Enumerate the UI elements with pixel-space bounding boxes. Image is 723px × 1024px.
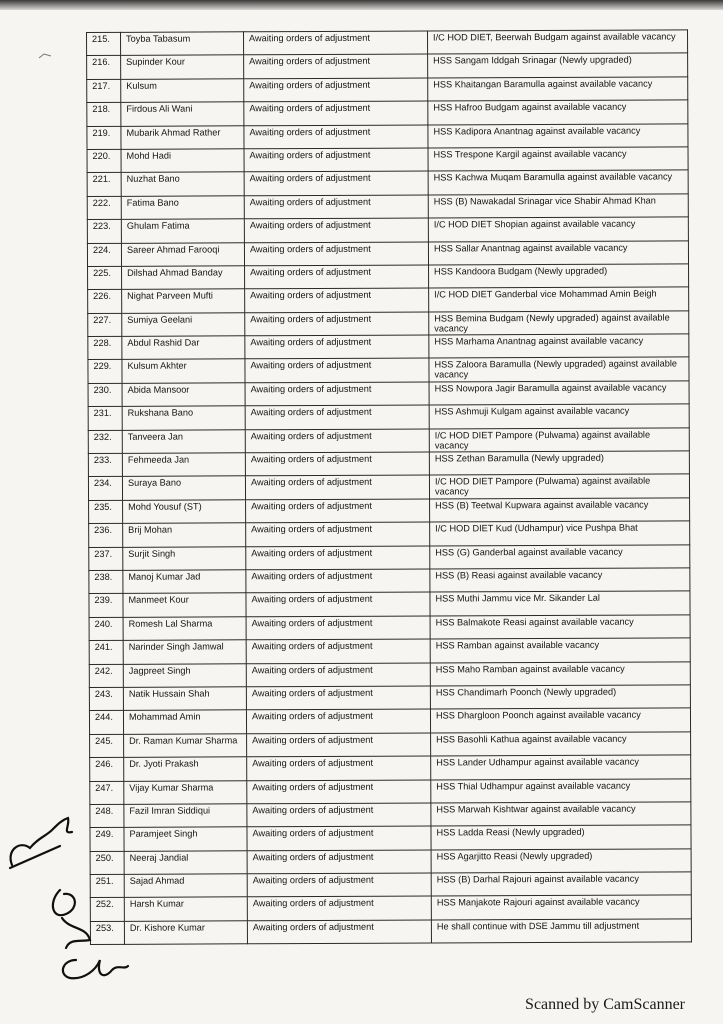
posting-cell: HSS Balmakote Reasi against available vacancy (430, 615, 690, 640)
table-body (87, 30, 692, 945)
employee-name-cell: Sajad Ahmad (124, 874, 247, 898)
serial-number-cell: 221. (87, 173, 121, 197)
table-row (88, 451, 689, 477)
table-row (89, 661, 690, 687)
status-cell: Awaiting orders of adjustment (247, 850, 431, 874)
serial-number-cell: 227. (88, 313, 122, 337)
posting-cell: HSS Zethan Baramulla (Newly upgraded) (429, 451, 689, 476)
status-cell: Awaiting orders of adjustment (244, 195, 428, 219)
serial-number-cell: 226. (88, 290, 122, 314)
serial-number-cell: 225. (88, 266, 122, 290)
table-row (88, 381, 689, 407)
status-cell: Awaiting orders of adjustment (244, 148, 428, 172)
posting-cell: I/C HOD DIET, Beerwah Budgam against available vacancy (427, 30, 687, 55)
posting-cell: HSS Lander Udhampur against available vacancy (431, 755, 691, 780)
employee-name-cell: Nighat Parveen Mufti (122, 289, 245, 313)
serial-number-cell: 223. (87, 219, 121, 243)
posting-cell: HSS Ramban against available vacancy (430, 638, 690, 663)
posting-cell: HSS Sallar Anantnag against available vacancy (428, 240, 688, 265)
table-row (87, 194, 688, 220)
posting-cell: HSS Basohli Kathua against available vacancy (431, 732, 691, 757)
posting-cell: HSS (G) Ganderbal against available vacancy (430, 544, 690, 569)
table-row (87, 217, 688, 243)
status-cell: Awaiting orders of adjustment (244, 101, 428, 125)
status-cell: Awaiting orders of adjustment (244, 125, 428, 149)
posting-cell: HSS Dhargloon Poonch against available vacancy (430, 708, 690, 733)
table-row (90, 849, 691, 875)
table-row (88, 428, 689, 454)
employee-name-cell: Mohd Hadi (121, 149, 244, 173)
serial-number-cell: 245. (90, 734, 124, 758)
table-row (89, 615, 690, 641)
serial-number-cell: 234. (88, 477, 122, 501)
serial-number-cell: 235. (89, 500, 123, 524)
employee-name-cell: Brij Mohan (123, 523, 246, 547)
table-row (87, 53, 688, 79)
posting-cell: He shall continue with DSE Jammu till adjustment (431, 919, 691, 944)
posting-cell: HSS (B) Reasi against available vacancy (430, 568, 690, 593)
table-row (89, 708, 690, 734)
status-cell: Awaiting orders of adjustment (246, 546, 430, 570)
posting-cell: HSS Kachwa Muqam Baramulla against available vacancy (428, 170, 688, 195)
table-row (87, 77, 688, 103)
serial-number-cell: 239. (89, 594, 123, 618)
serial-number-cell: 218. (87, 103, 121, 127)
table-row (89, 685, 690, 711)
status-cell: Awaiting orders of adjustment (245, 312, 429, 336)
posting-cell: HSS Chandimarh Poonch (Newly upgraded) (430, 685, 690, 710)
table-row (90, 872, 691, 898)
table-row (87, 123, 688, 149)
status-cell: Awaiting orders of adjustment (245, 405, 429, 429)
employee-name-cell: Supinder Kour (121, 55, 244, 79)
status-cell: Awaiting orders of adjustment (244, 78, 428, 102)
serial-number-cell: 241. (89, 640, 123, 664)
employee-name-cell: Kulsum Akhter (122, 359, 245, 383)
employee-name-cell: Dr. Raman Kumar Sharma (124, 734, 247, 758)
employee-name-cell: Firdous Ali Wani (121, 102, 244, 126)
posting-cell: HSS Sangam Iddgah Srinagar (Newly upgraded) (428, 53, 688, 78)
posting-cell: HSS Nowpora Jagir Baramulla against available vacancy (429, 381, 689, 406)
table-row (90, 802, 691, 828)
posting-cell: HSS Ashmuji Kulgam against available vacancy (429, 404, 689, 429)
employee-name-cell: Nuzhat Bano (121, 172, 244, 196)
handwritten-signatures-icon (0, 810, 130, 1010)
table-row (90, 895, 691, 921)
employee-name-cell: Mohammad Amin (123, 710, 246, 734)
status-cell: Awaiting orders of adjustment (245, 288, 429, 312)
employee-name-cell: Narinder Singh Jamwal (123, 640, 246, 664)
employee-name-cell: Jagpreet Singh (123, 663, 246, 687)
posting-cell: HSS (B) Darhal Rajouri against available vacancy (431, 872, 691, 897)
employee-name-cell: Manmeet Kour (123, 593, 246, 617)
table-row (87, 170, 688, 196)
employee-name-cell: Tanveera Jan (122, 429, 245, 453)
table-row (87, 147, 688, 173)
serial-number-cell: 249. (90, 828, 124, 852)
serial-number-cell: 251. (90, 874, 124, 898)
status-cell: Awaiting orders of adjustment (245, 265, 429, 289)
posting-cell: I/C HOD DIET Pampore (Pulwama) against available vacancy (429, 474, 689, 499)
posting-cell: HSS Trespone Kargil against available vacancy (428, 147, 688, 172)
serial-number-cell: 228. (88, 336, 122, 360)
table-row (88, 311, 689, 337)
posting-cell: HSS Khaitangan Baramulla against available vacancy (428, 77, 688, 102)
status-cell: Awaiting orders of adjustment (244, 171, 428, 195)
table-row (88, 334, 689, 360)
table-row (89, 638, 690, 664)
table-row (88, 474, 689, 500)
status-cell: Awaiting orders of adjustment (246, 709, 430, 733)
table-row (87, 30, 688, 56)
employee-name-cell: Abdul Rashid Dar (122, 336, 245, 360)
status-cell: Awaiting orders of adjustment (245, 429, 429, 453)
pen-mark-icon (38, 52, 52, 60)
status-cell: Awaiting orders of adjustment (245, 475, 429, 499)
employee-name-cell: Dilshad Ahmad Banday (122, 266, 245, 290)
status-cell: Awaiting orders of adjustment (247, 896, 431, 920)
serial-number-cell: 240. (89, 617, 123, 641)
serial-number-cell: 224. (87, 243, 121, 267)
status-cell: Awaiting orders of adjustment (246, 522, 430, 546)
serial-number-cell: 231. (88, 407, 122, 431)
status-cell: Awaiting orders of adjustment (247, 920, 431, 944)
posting-cell: HSS Kandoora Budgam (Newly upgraded) (429, 264, 689, 289)
employee-name-cell: Rukshana Bano (122, 406, 245, 430)
serial-number-cell: 220. (87, 149, 121, 173)
employee-name-cell: Mohd Yousuf (ST) (123, 500, 246, 524)
table-row (87, 240, 688, 266)
table-row (89, 498, 690, 524)
table-row (88, 357, 689, 383)
posting-cell: HSS (B) Nawakadal Srinagar vice Shabir Ahmad Khan (428, 194, 688, 219)
posting-cell: HSS Maho Ramban against available vacancy (430, 661, 690, 686)
status-cell: Awaiting orders of adjustment (247, 803, 431, 827)
posting-cell: I/C HOD DIET Pampore (Pulwama) against available vacancy (429, 428, 689, 453)
table-row (88, 264, 689, 290)
status-cell: Awaiting orders of adjustment (246, 499, 430, 523)
employee-name-cell: Natik Hussain Shah (123, 687, 246, 711)
serial-number-cell: 229. (88, 360, 122, 384)
serial-number-cell: 252. (90, 898, 124, 922)
table-row (89, 544, 690, 570)
serial-number-cell: 248. (90, 804, 124, 828)
serial-number-cell: 236. (89, 524, 123, 548)
serial-number-cell: 246. (90, 757, 124, 781)
employee-name-cell: Neeraj Jandial (124, 850, 247, 874)
serial-number-cell: 247. (90, 781, 124, 805)
table-row (88, 287, 689, 313)
status-cell: Awaiting orders of adjustment (247, 756, 431, 780)
status-cell: Awaiting orders of adjustment (244, 242, 428, 266)
status-cell: Awaiting orders of adjustment (246, 663, 430, 687)
employee-name-cell: Ghulam Fatima (121, 219, 244, 243)
adjustment-orders-table (86, 29, 692, 945)
posting-cell: HSS Muthi Jammu vice Mr. Sikander Lal (430, 591, 690, 616)
employee-name-cell: Manoj Kumar Jad (123, 570, 246, 594)
status-cell: Awaiting orders of adjustment (246, 639, 430, 663)
posting-cell: HSS Kadipora Anantnag against available vacancy (428, 123, 688, 148)
posting-cell: HSS Manjakote Rajouri against available vacancy (431, 895, 691, 920)
employee-name-cell: Dr. Kishore Kumar (124, 921, 247, 945)
serial-number-cell: 242. (89, 664, 123, 688)
posting-cell: HSS (B) Teetwal Kupwara against available vacancy (430, 498, 690, 523)
employee-name-cell: Fazil Imran Siddiqui (124, 804, 247, 828)
serial-number-cell: 216. (87, 56, 121, 80)
serial-number-cell: 250. (90, 851, 124, 875)
table-row (90, 755, 691, 781)
posting-cell: I/C HOD DIET Kud (Udhampur) vice Pushpa Bhat (430, 521, 690, 546)
serial-number-cell: 253. (90, 921, 124, 945)
employee-name-cell: Suraya Bano (122, 476, 245, 500)
employee-name-cell: Fatima Bano (121, 196, 244, 220)
employee-name-cell: Sareer Ahmad Farooqi (121, 242, 244, 266)
employee-name-cell: Romesh Lal Sharma (123, 617, 246, 641)
employee-name-cell: Fehmeeda Jan (122, 453, 245, 477)
employee-name-cell: Dr. Jyoti Prakash (124, 757, 247, 781)
employee-name-cell: Toyba Tabasum (121, 32, 244, 56)
status-cell: Awaiting orders of adjustment (247, 780, 431, 804)
serial-number-cell: 233. (88, 453, 122, 477)
posting-cell: HSS Bemina Budgam (Newly upgraded) against available vacancy (429, 311, 689, 336)
status-cell: Awaiting orders of adjustment (245, 335, 429, 359)
employee-name-cell: Vijay Kumar Sharma (124, 780, 247, 804)
serial-number-cell: 237. (89, 547, 123, 571)
status-cell: Awaiting orders of adjustment (246, 686, 430, 710)
serial-number-cell: 230. (88, 383, 122, 407)
serial-number-cell: 219. (87, 126, 121, 150)
employee-name-cell: Harsh Kumar (124, 897, 247, 921)
posting-cell: HSS Marwah Kishtwar against available vacancy (431, 802, 691, 827)
table-row (89, 521, 690, 547)
employee-name-cell: Paramjeet Singh (124, 827, 247, 851)
posting-cell: HSS Marhama Anantnag against available vacancy (429, 334, 689, 359)
table-row (89, 568, 690, 594)
employee-name-cell: Abida Mansoor (122, 383, 245, 407)
scan-top-edge (0, 0, 723, 10)
posting-cell: HSS Thial Udhampur against available vacancy (431, 778, 691, 803)
table-row (87, 100, 688, 126)
serial-number-cell: 215. (87, 32, 121, 56)
status-cell: Awaiting orders of adjustment (245, 358, 429, 382)
table-row (90, 825, 691, 851)
table-row (89, 591, 690, 617)
table-row (90, 778, 691, 804)
status-cell: Awaiting orders of adjustment (244, 218, 428, 242)
employee-name-cell: Sumiya Geelani (122, 312, 245, 336)
status-cell: Awaiting orders of adjustment (245, 452, 429, 476)
posting-cell: HSS Agarjitto Reasi (Newly upgraded) (431, 849, 691, 874)
status-cell: Awaiting orders of adjustment (247, 733, 431, 757)
serial-number-cell: 232. (88, 430, 122, 454)
status-cell: Awaiting orders of adjustment (246, 616, 430, 640)
status-cell: Awaiting orders of adjustment (247, 873, 431, 897)
serial-number-cell: 243. (89, 687, 123, 711)
status-cell: Awaiting orders of adjustment (244, 54, 428, 78)
employee-name-cell: Surjit Singh (123, 546, 246, 570)
serial-number-cell: 217. (87, 79, 121, 103)
serial-number-cell: 238. (89, 570, 123, 594)
posting-cell: HSS Hafroo Budgam against available vacancy (428, 100, 688, 125)
posting-cell: I/C HOD DIET Ganderbal vice Mohammad Amin Beigh (429, 287, 689, 312)
posting-cell: I/C HOD DIET Shopian against available vacancy (428, 217, 688, 242)
employee-name-cell: Kulsum (121, 79, 244, 103)
employee-name-cell: Mubarik Ahmad Rather (121, 125, 244, 149)
posting-cell: HSS Ladda Reasi (Newly upgraded) (431, 825, 691, 850)
serial-number-cell: 222. (87, 196, 121, 220)
posting-cell: HSS Zaloora Baramulla (Newly upgraded) against available vacancy (429, 357, 689, 382)
status-cell: Awaiting orders of adjustment (246, 592, 430, 616)
camscanner-watermark: Scanned by CamScanner (525, 996, 685, 1013)
status-cell: Awaiting orders of adjustment (244, 31, 428, 55)
serial-number-cell: 244. (89, 711, 123, 735)
table-row (90, 919, 691, 945)
table-row (90, 732, 691, 758)
status-cell: Awaiting orders of adjustment (246, 569, 430, 593)
status-cell: Awaiting orders of adjustment (247, 826, 431, 850)
status-cell: Awaiting orders of adjustment (245, 382, 429, 406)
table-row (88, 404, 689, 430)
